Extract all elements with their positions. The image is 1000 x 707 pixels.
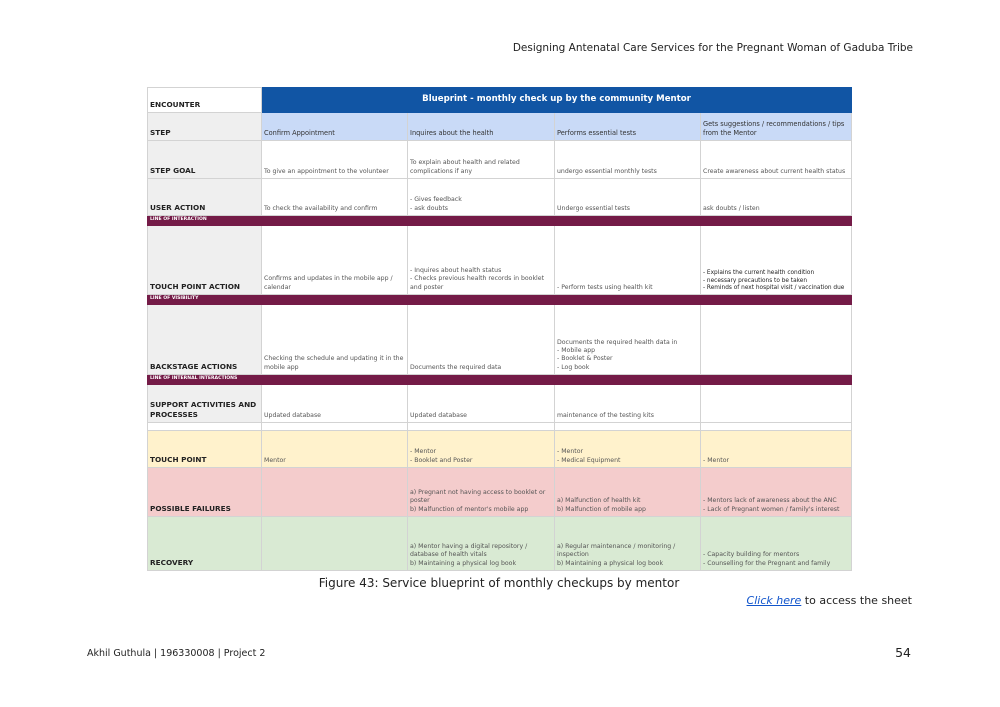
step-goal-cell: undergo essential monthly tests	[555, 141, 701, 179]
support-cell: Updated database	[408, 385, 555, 423]
possible-failures-cell: a) Malfunction of health kit b) Malfunction of mobile app	[555, 468, 701, 517]
step-goal-cell: Create awareness about current health status	[701, 141, 852, 179]
step-goal-label: STEP GOAL	[148, 141, 262, 179]
touch-point-cell: - Mentor	[701, 431, 852, 468]
gap-cell	[408, 423, 555, 431]
line-of-visibility: LINE OF VISIBILITY	[148, 295, 852, 305]
gap-cell	[555, 423, 701, 431]
step-cell: Performs essential tests	[555, 113, 701, 141]
recovery-cell: a) Mentor having a digital repository / database of health vitals b) Maintaining a physical log book	[408, 517, 555, 571]
touch-point-action-cell: - Inquires about health status - Checks previous health records in booklet and poster	[408, 226, 555, 295]
recovery-cell: a) Regular maintenance / monitoring / inspection b) Maintaining a physical log book	[555, 517, 701, 571]
gap-cell	[148, 423, 262, 431]
step-cell: Gets suggestions / recommendations / tips from the Mentor	[701, 113, 852, 141]
user-action-cell: To check the availability and confirm	[262, 179, 408, 216]
touch-point-cell: Mentor	[262, 431, 408, 468]
click-here-link[interactable]: Click here	[746, 594, 802, 607]
support-cell: Updated database	[262, 385, 408, 423]
step-goal-cell: To explain about health and related complications if any	[408, 141, 555, 179]
touch-point-action-cell: - Explains the current health condition - necessary precautions to be taken - Reminds of next hospital visit / vaccination due	[701, 226, 852, 295]
backstage-actions-cell	[701, 305, 852, 375]
encounter-label: ENCOUNTER	[148, 88, 262, 113]
blueprint-title: Blueprint - monthly check up by the community Mentor	[262, 88, 852, 113]
recovery-cell: - Capacity building for mentors - Counselling for the Pregnant and family	[701, 517, 852, 571]
step-label: STEP	[148, 113, 262, 141]
step-goal-cell: To give an appointment to the volunteer	[262, 141, 408, 179]
user-action-label: USER ACTION	[148, 179, 262, 216]
sheet-access-note	[747, 594, 912, 607]
touch-point-action-label: TOUCH POINT ACTION	[148, 226, 262, 295]
step-cell: Confirm Appointment	[262, 113, 408, 141]
backstage-actions-cell: Documents the required health data in - Mobile app - Booklet & Poster - Log book	[555, 305, 701, 375]
footer-author-info: Akhil Guthula | 196330008 | Project 2	[87, 648, 266, 659]
touch-point-cell: - Mentor - Booklet and Poster	[408, 431, 555, 468]
page-number: 54	[895, 645, 911, 660]
line-of-interaction: LINE OF INTERACTION	[148, 216, 852, 226]
touch-point-action-cell: Confirms and updates in the mobile app / calendar	[262, 226, 408, 295]
touch-point-action-cell: - Perform tests using health kit	[555, 226, 701, 295]
document-header-title: Designing Antenatal Care Services for the Pregnant Woman of Gaduba Tribe	[512, 42, 913, 54]
recovery-label: RECOVERY	[148, 517, 262, 571]
possible-failures-cell: - Mentors lack of awareness about the ANC - Lack of Pregnant women / family's interest	[701, 468, 852, 517]
touch-point-label: TOUCH POINT	[148, 431, 262, 468]
touch-point-cell: - Mentor - Medical Equipment	[555, 431, 701, 468]
gap-cell	[701, 423, 852, 431]
line-of-internal-interactions: LINE OF INTERNAL INTERACTIONS	[148, 375, 852, 385]
possible-failures-cell	[262, 468, 408, 517]
user-action-cell: ask doubts / listen	[701, 179, 852, 216]
recovery-cell	[262, 517, 408, 571]
user-action-cell: - Gives feedback - ask doubts	[408, 179, 555, 216]
backstage-actions-cell: Documents the required data	[408, 305, 555, 375]
backstage-actions-cell: Checking the schedule and updating it in the mobile app	[262, 305, 408, 375]
support-cell: maintenance of the testing kits	[555, 385, 701, 423]
step-cell: Inquires about the health	[408, 113, 555, 141]
access-note-text: to access the sheet	[801, 594, 912, 607]
gap-cell	[262, 423, 408, 431]
possible-failures-label: POSSIBLE FAILURES	[148, 468, 262, 517]
backstage-actions-label: BACKSTAGE ACTIONS	[148, 305, 262, 375]
possible-failures-cell: a) Pregnant not having access to booklet or poster b) Malfunction of mentor's mobile app	[408, 468, 555, 517]
user-action-cell: Undergo essential tests	[555, 179, 701, 216]
service-blueprint-table	[147, 87, 852, 571]
support-cell	[701, 385, 852, 423]
figure-caption: Figure 43: Service blueprint of monthly checkups by mentor	[318, 576, 680, 590]
support-activities-label: SUPPORT ACTIVITIES AND PROCESSES	[148, 385, 262, 423]
